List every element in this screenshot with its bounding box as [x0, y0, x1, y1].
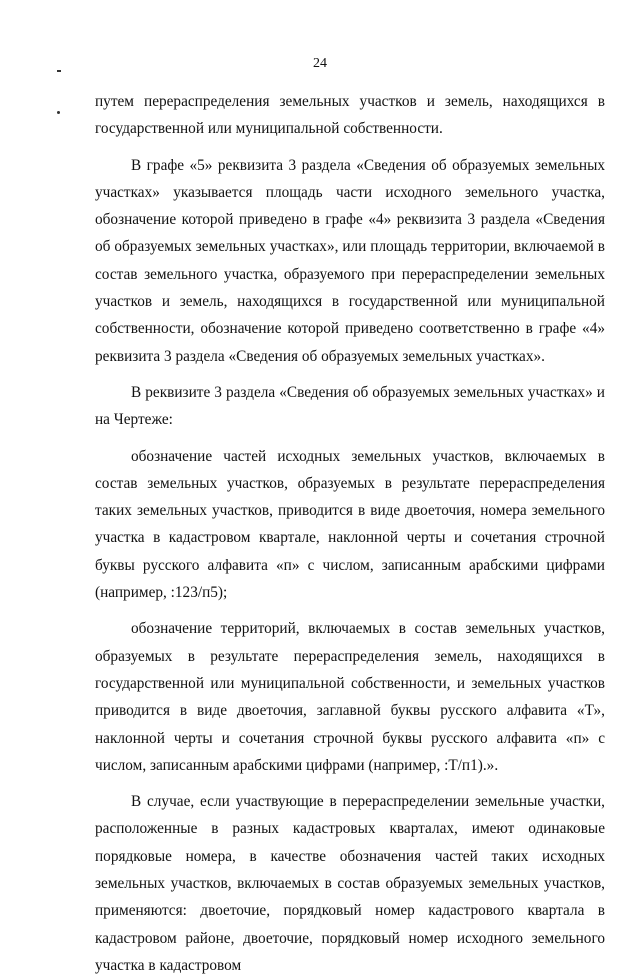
paragraph: В случае, если участвующие в перераспределении земельные участки, расположенные в разных кадастровых кварталах, имеют одинаковые порядковые номера, в качестве обозначения частей таких исходных земельных участков, включаемых в состав образуемых земельных участков, применяются: двоеточие, порядковый номер кадастрового квартала в кадастровом районе, двоеточие, порядковый номер исходного земельного участка в кадастровом — [95, 793, 605, 974]
document-body — [95, 88, 605, 979]
paragraph: обозначение территорий, включаемых в состав земельных участков, образуемых в результате перераспределения земель, находящихся в государственной или муниципальной собственности, и земельных участков приводится в виде двоеточия, заглавной буквы русского алфавита «Т», наклонной черты и сочетания строчной буквы русского алфавита «п» с числом, записанным арабскими цифрами (например, :Т/п1).». — [95, 620, 605, 774]
scan-artifact — [57, 111, 60, 114]
paragraph: В реквизите 3 раздела «Сведения об образуемых земельных участках» и на Чертеже: — [95, 383, 605, 429]
paragraph: обозначение частей исходных земельных участков, включаемых в состав земельных участков, образуемых в результате перераспределения таких земельных участков, приводится в виде двоеточия, номера земельного участка в кадастровом квартале, наклонной черты и сочетания строчной буквы русского алфавита «п» с числом, записанным арабскими цифрами (например, :123/п5); — [95, 447, 605, 602]
page-number: 24 — [313, 56, 327, 71]
paragraph-continuation: путем перераспределения земельных участков и земель, находящихся в государственной или муниципальной собственности. — [95, 93, 605, 138]
paragraph: В графе «5» реквизита 3 раздела «Сведения об образуемых земельных участках» указывается площадь части исходного земельного участка, обозначение которой приведено в графе «4» реквизита 3 раздела «Сведения об образуемых земельных участках», или площадь территории, включаемой в состав земельного участка, образуемого при перераспределении земельных участков и земель, находящихся в государственной или муниципальной собственности, обозначение которой приведено соответственно в графе «4» реквизита 3 раздела «Сведения об образуемых земельных участках». — [95, 156, 605, 365]
